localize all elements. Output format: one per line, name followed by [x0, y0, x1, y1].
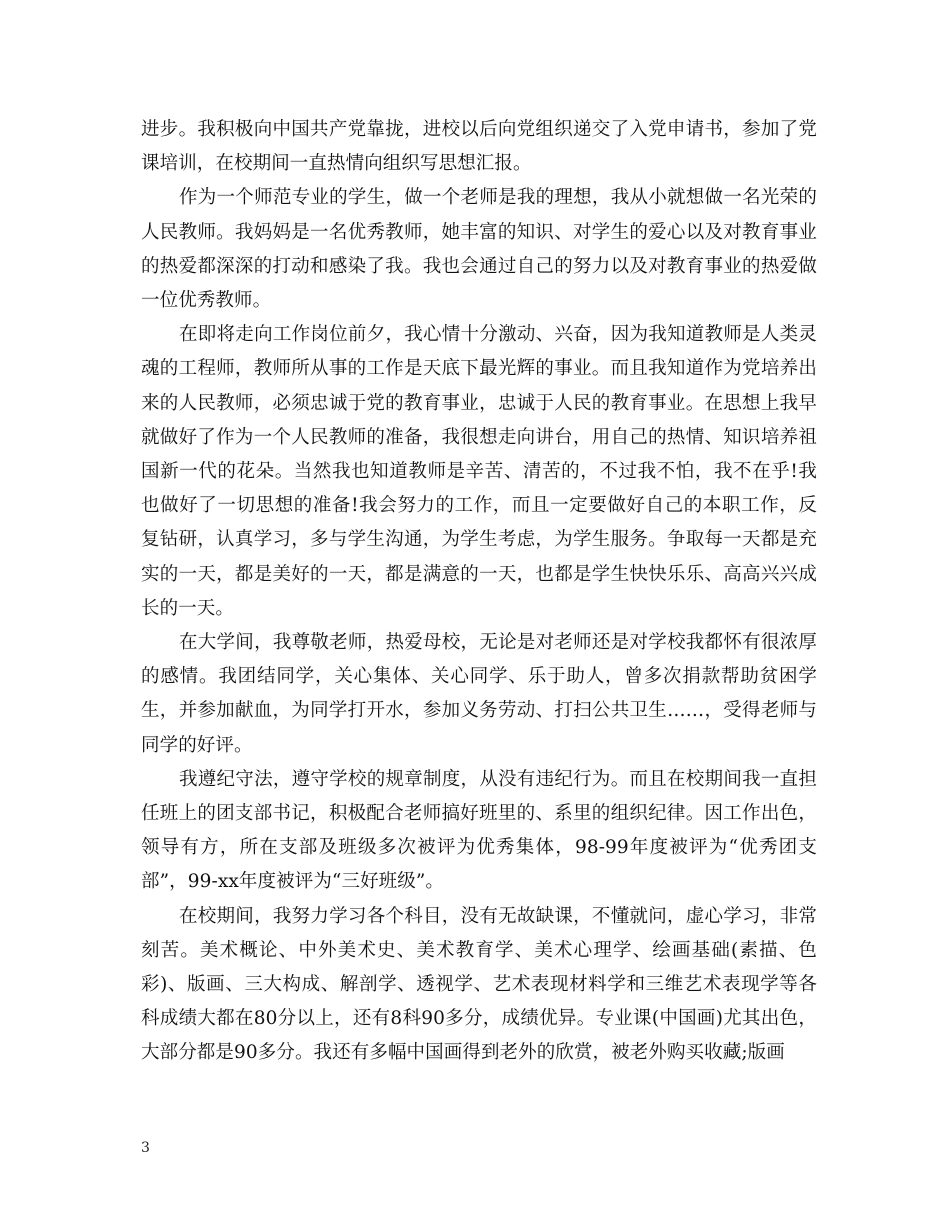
page-number: 3 — [141, 1140, 150, 1156]
paragraph-academics: 在校期间，我努力学习各个科目，没有无故缺课，不懂就问，虚心学习，非常刻苦。美术概论、中外美术史、美术教育学、美术心理学、绘画基础(素描、色彩)、版画、三大构成、解剖学、透视学、艺术表现材料学和三维艺术表现学等各科成绩大都在80分以上，还有8科90多分，成绩优异。专业课(中国画)尤其出色，大部分都是90多分。我还有多幅中国画得到老外的欣赏，被老外购买收藏;版画 — [141, 905, 817, 1064]
paragraph-campus-conduct: 在大学间，我尊敬老师，热爱母校，无论是对老师还是对学校我都怀有很浓厚的感情。我团结同学，关心集体、关心同学、乐于助人，曾多次捐款帮助贫困学生，并参加献血，为同学打开水，参加义务劳动、打扫公共卫生……，受得老师与同学的好评。 — [141, 632, 817, 756]
body-text — [141, 113, 817, 1071]
paragraph-party-progress: 进步。我积极向中国共产党靠拢，进校以后向党组织递交了入党申请书，参加了党课培训，在校期间一直热情向组织写思想汇报。 — [141, 119, 817, 175]
paragraph-teacher-ideal: 作为一个师范专业的学生，做一个老师是我的理想，我从小就想做一名光荣的人民教师。我妈妈是一名优秀教师，她丰富的知识、对学生的爱心以及对教育事业的热爱都深深的打动和感染了我。我也会通过自己的努力以及对教育事业的热爱做一位优秀教师。 — [141, 187, 817, 312]
paragraph-discipline: 我遵纪守法，遵守学校的规章制度，从没有违纪行为。而且在校期间我一直担任班上的团支部书记，积极配合老师搞好班里的、系里的组织纪律。因工作出色，领导有方，所在支部及班级多次被评为优秀集体，98-99年度被评为“优秀团支部”，99-xx年度被评为“三好班级”。 — [141, 768, 817, 893]
paragraph-work-readiness: 在即将走向工作岗位前夕，我心情十分激动、兴奋，因为我知道教师是人类灵魂的工程师，教师所从事的工作是天底下最光辉的事业。而且我知道作为党培养出来的人民教师，必须忠诚于党的教育事业，忠诚于人民的教育事业。在思想上我早就做好了作为一个人民教师的准备，我很想走向讲台，用自己的热情、知识培养祖国新一代的花朵。当然我也知道教师是辛苦、清苦的，不过我不怕，我不在乎!我也做好了一切思想的准备!我会努力的工作，而且一定要做好自己的本职工作，反复钻研，认真学习，多与学生沟通，为学生考虑，为学生服务。争取每一天都是充实的一天，都是美好的一天，都是满意的一天，也都是学生快快乐乐、高高兴兴成长的一天。 — [141, 324, 817, 619]
